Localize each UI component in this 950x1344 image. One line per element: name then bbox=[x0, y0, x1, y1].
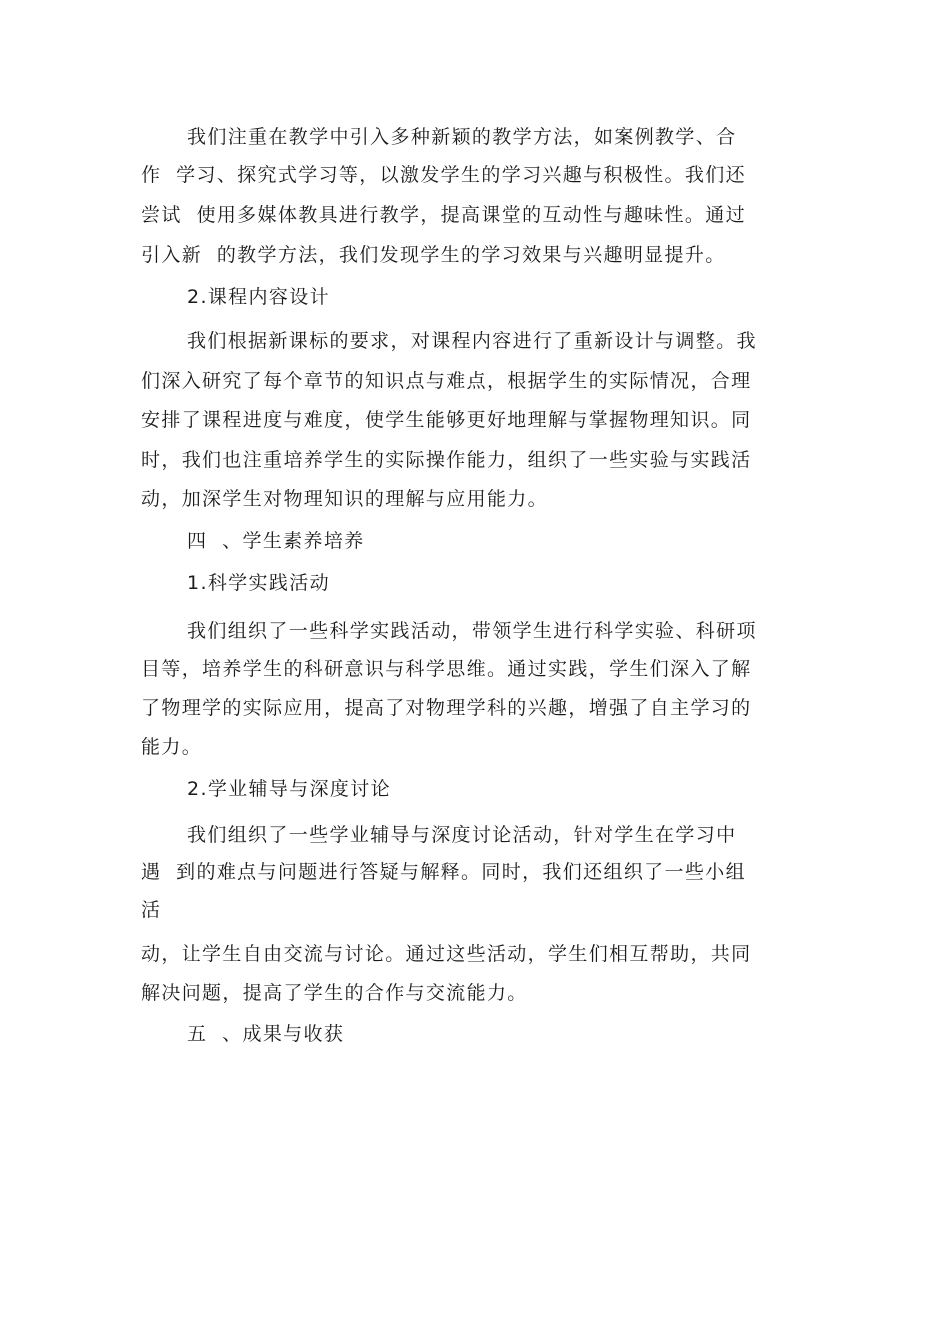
paragraph-line: 作 学习、探究式学习等，以激发学生的学习兴趣与积极性。我们还 bbox=[141, 164, 746, 186]
paragraph-line: 遇 到的难点与问题进行答疑与解释。同时，我们还组织了一些小组 bbox=[141, 861, 746, 883]
paragraph-line: 安排了课程进度与难度，使学生能够更好地理解与掌握物理知识。同 bbox=[141, 409, 752, 431]
paragraph-line: 动，加深学生对物理知识的理解与应用能力。 bbox=[141, 488, 549, 510]
paragraph-line: 我们组织了一些学业辅导与深度讨论活动，针对学生在学习中 bbox=[187, 824, 737, 846]
paragraph-line: 解决问题，提高了学生的合作与交流能力。 bbox=[141, 982, 528, 1004]
section-heading: 四 、学生素养培养 bbox=[187, 530, 365, 552]
paragraph-line: 动，让学生自由交流与讨论。通过这些活动，学生们相互帮助，共同 bbox=[141, 943, 752, 965]
paragraph-line: 目等，培养学生的科研意识与科学思维。通过实践，学生们深入了解 bbox=[141, 658, 752, 680]
paragraph-line: 能力。 bbox=[141, 736, 203, 758]
paragraph-line: 时，我们也注重培养学生的实际操作能力，组织了一些实验与实践活 bbox=[141, 449, 752, 471]
paragraph-line: 我们注重在教学中引入多种新颖的教学方法，如案例教学、合 bbox=[187, 126, 737, 148]
paragraph-line: 了物理学的实际应用，提高了对物理学科的兴趣，增强了自主学习的 bbox=[141, 697, 752, 719]
paragraph-line: 活 bbox=[141, 899, 162, 921]
paragraph-line: 我们根据新课标的要求，对课程内容进行了重新设计与调整。我 bbox=[187, 330, 757, 352]
paragraph-line: 们深入研究了每个章节的知识点与难点，根据学生的实际情况，合理 bbox=[141, 370, 752, 392]
subsection-heading: 2.课程内容设计 bbox=[187, 286, 330, 308]
subsection-heading: 2.学业辅导与深度讨论 bbox=[187, 778, 391, 800]
section-heading: 五 、成果与收获 bbox=[187, 1023, 345, 1045]
paragraph-line: 我们组织了一些科学实践活动，带领学生进行科学实验、科研项 bbox=[187, 620, 757, 642]
subsection-heading: 1.科学实践活动 bbox=[187, 572, 330, 594]
paragraph-line: 尝试 使用多媒体教具进行教学，提高课堂的互动性与趣味性。通过 bbox=[141, 204, 746, 226]
paragraph-line: 引入新 的教学方法，我们发现学生的学习效果与兴趣明显提升。 bbox=[141, 244, 726, 266]
